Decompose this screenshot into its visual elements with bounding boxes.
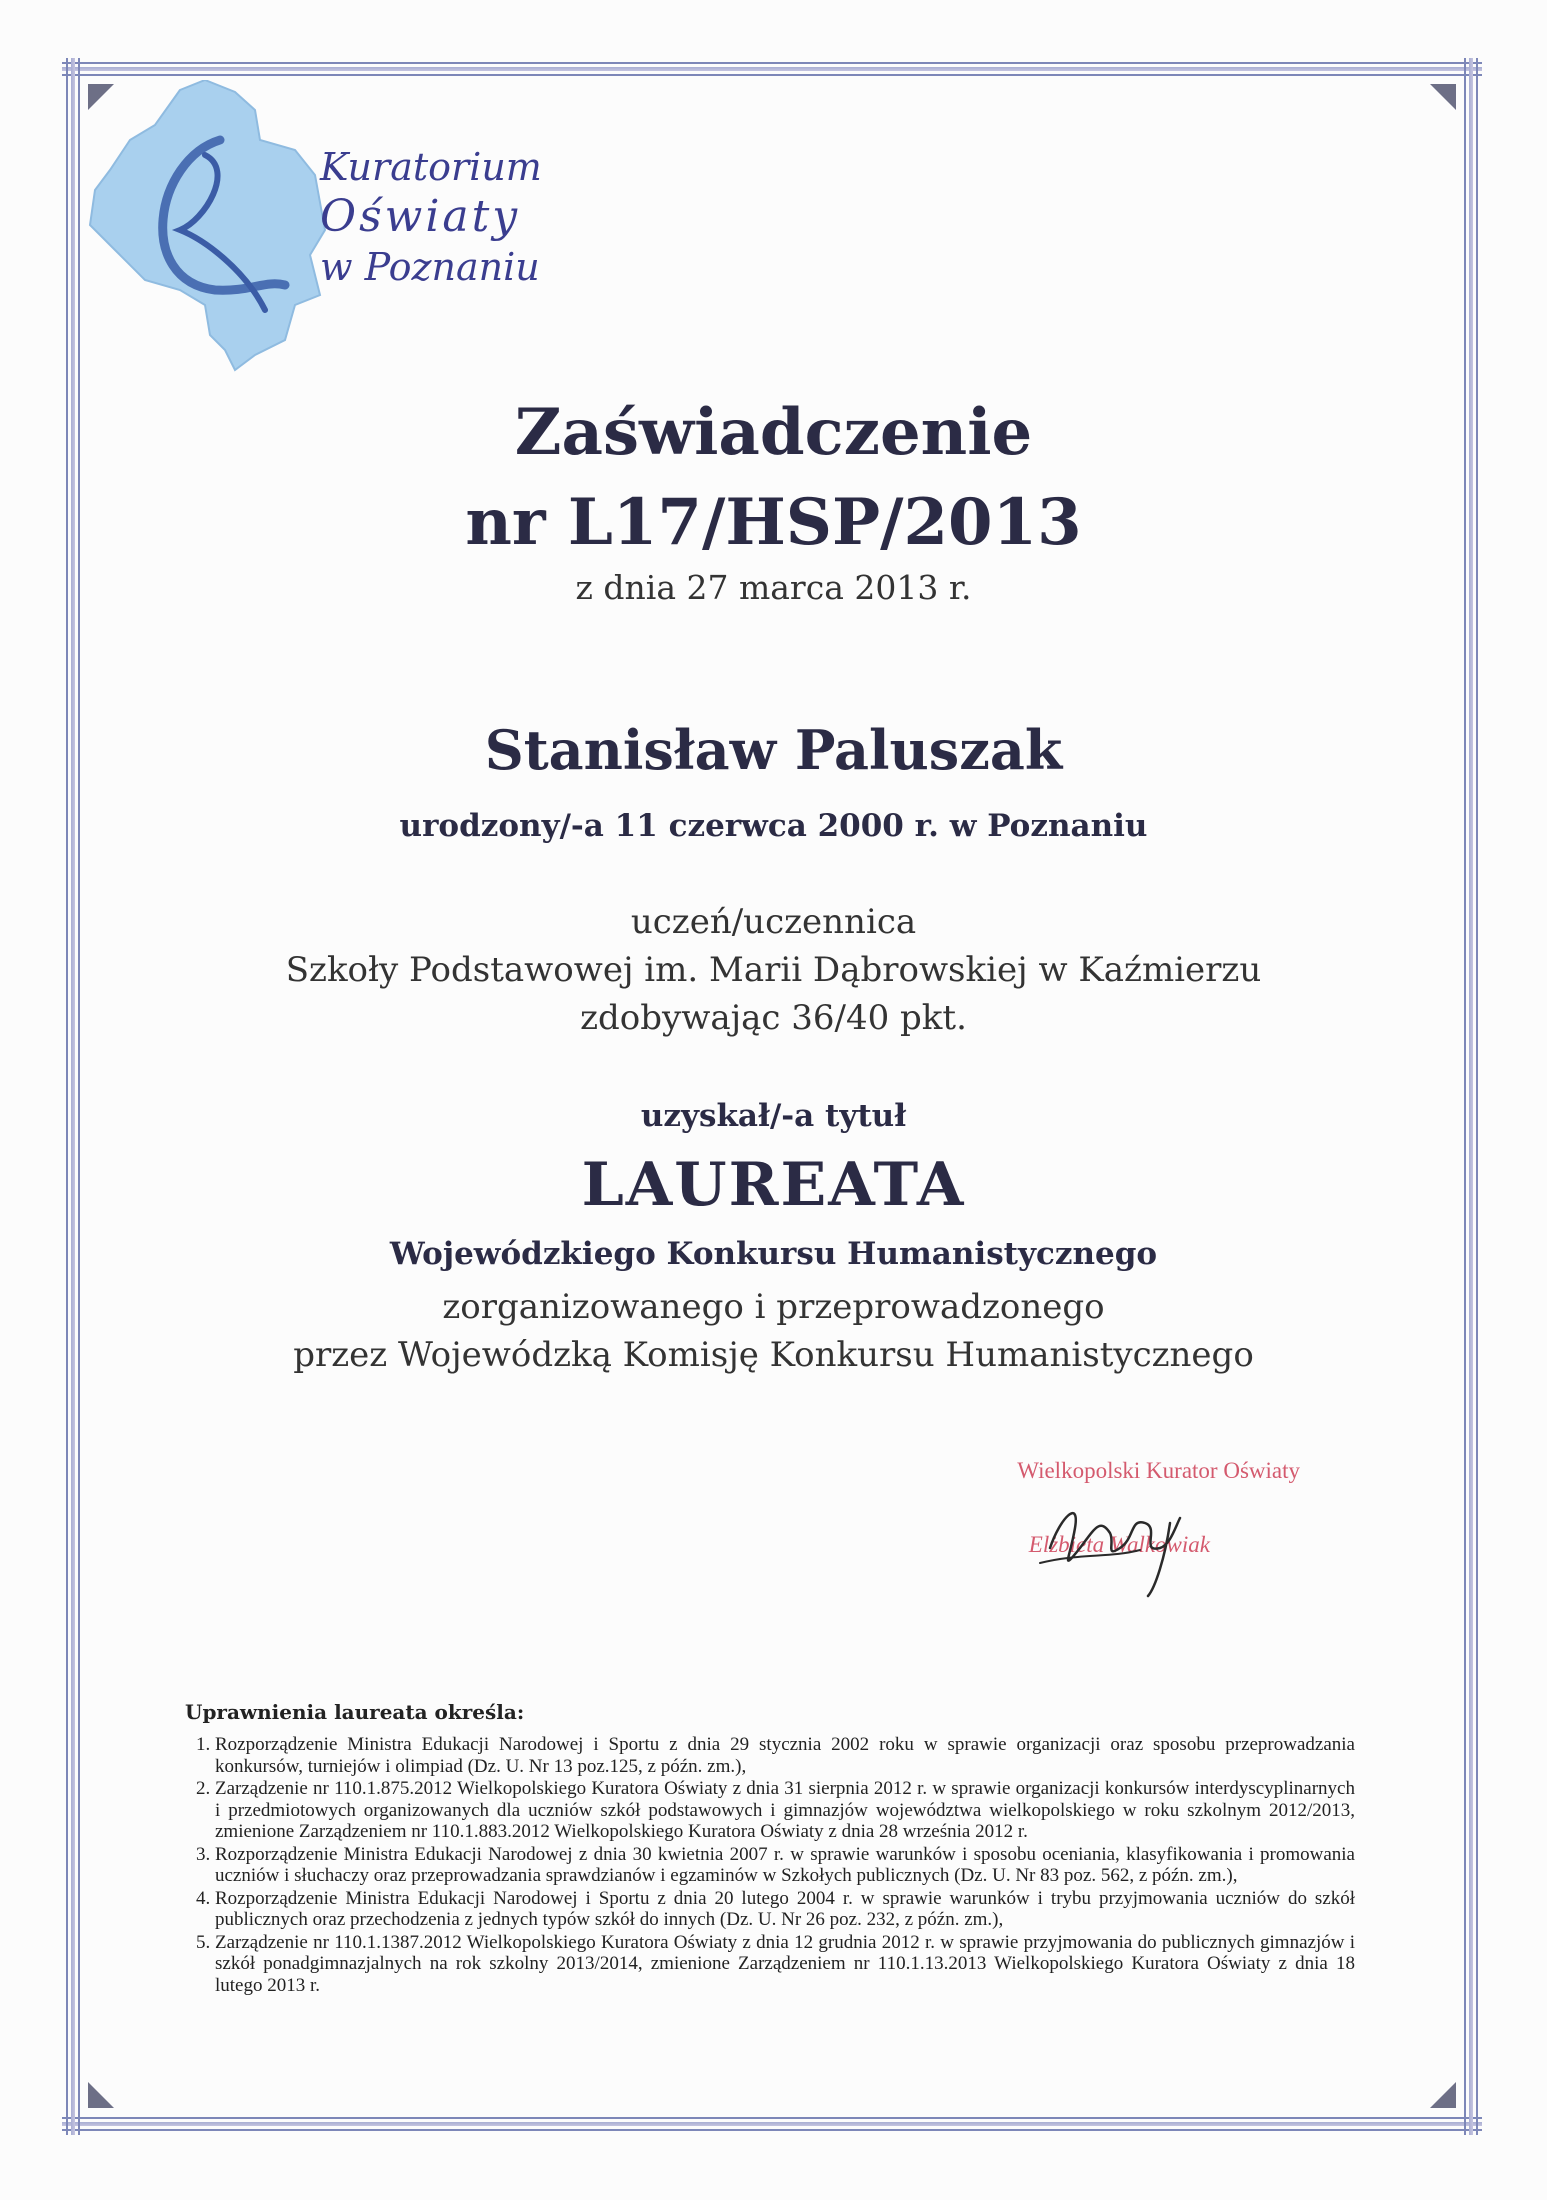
student-role: uczeń/uczennica (630, 902, 917, 942)
list-item: 1. Rozporządzenie Ministra Edukacji Narodowej i Sportu z dnia 29 stycznia 2002 roku w sprawie organizacji oraz sposobu przeprowadzania konkursów, turniejów i olimpiad (Dz. U. Nr 13 poz.125, z późn. zm.), (215, 1734, 1355, 1777)
stamp-title: Wielkopolski Kurator Oświaty (1017, 1458, 1300, 1483)
border-top (62, 58, 1482, 80)
title-line-1: Zaświadczenie (514, 395, 1033, 470)
list-item: 5. Zarządzenie nr 110.1.1387.2012 Wielkopolskiego Kuratora Oświaty z dnia 12 grudnia 2012 r. w sprawie przyjmowania do publicznych gimnazjów i szkół ponadgimnazjalnych na rok szkolny 2013/2014, zmienione Zarządzeniem nr 110.1.13.2013 Wielkopolskiego Kuratora Oświaty z dnia 18 lutego 2013 r. (215, 1932, 1355, 1997)
corner-ornament-bottom-left (88, 2082, 114, 2108)
stamp-name: Elżbieta Walkowiak (1028, 1532, 1210, 1557)
organizer-info (0, 1283, 1547, 1379)
student-info (0, 898, 1547, 1042)
laureate-rights (185, 1700, 1355, 1997)
certificate-date: z dnia 27 marca 2013 r. (575, 568, 972, 607)
organized-line-1: zorganizowanego i przeprowadzonego (442, 1287, 1105, 1327)
border-right (1460, 58, 1482, 2135)
list-item: 4. Rozporządzenie Ministra Edukacji Narodowej i Sportu z dnia 20 lutego 2004 r. w sprawie warunków i trybu przyjmowania uczniów do szkół publicznych oraz przechodzenia z jednych typów szkół do innych (Dz. U. Nr 26 poz. 232, z późn. zm.), (215, 1888, 1355, 1931)
list-item: 2. Zarządzenie nr 110.1.875.2012 Wielkopolskiego Kuratora Oświaty z dnia 31 sierpnia 2012 r. w sprawie organizacji konkursów interdyscyplinarnych i przedmiotowych organizowanych dla uczniów szkół podstawowych i gimnazjów województwa wielkopolskiego w roku szkolnym 2012/2013, zmienione Zarządzeniem nr 110.1.883.2012 Wielkopolskiego Kuratora Oświaty z dnia 28 września 2012 r. (215, 1778, 1355, 1843)
corner-ornament-bottom-right (1430, 2082, 1456, 2108)
corner-ornament-top-right (1430, 84, 1456, 110)
school-name: Szkoły Podstawowej im. Marii Dąbrowskiej w Kaźmierzu (285, 950, 1262, 990)
title-line-2: nr L17/HSP/2013 (465, 485, 1082, 560)
list-item: 3. Rozporządzenie Ministra Edukacji Narodowej z dnia 30 kwietnia 2007 r. w sprawie warunków i sposobu oceniania, klasyfikowania i promowania uczniów i słuchaczy oraz przeprowadzania sprawdzianów i egzaminów w Szkołych publicznych (Dz. U. Nr 83 poz. 562, z późn. zm.), (215, 1844, 1355, 1887)
contest-name: Wojewódzkiego Konkursu Humanistycznego (389, 1236, 1158, 1272)
border-left (62, 58, 84, 2135)
recipient-name: Stanisław Paluszak (484, 718, 1063, 782)
rights-heading: Uprawnienia laureata określa: (185, 1700, 525, 1724)
border-bottom (62, 2113, 1482, 2135)
handwritten-signature (1020, 1478, 1220, 1598)
logo-line-2: Oświaty (320, 191, 521, 242)
score: zdobywając 36/40 pkt. (580, 998, 967, 1038)
rights-list (185, 1734, 1355, 1996)
recipient-birth: urodzony/-a 11 czerwca 2000 r. w Poznaniu (399, 808, 1148, 844)
logo-line-3: w Poznaniu (320, 245, 540, 289)
organized-line-2: przez Wojewódzką Komisję Konkursu Humanistycznego (293, 1335, 1254, 1375)
laureate-title: LAUREATA (581, 1150, 966, 1220)
official-stamp (940, 1458, 1300, 1608)
logo-line-1: Kuratorium (320, 145, 542, 189)
logo-text (320, 142, 542, 292)
certificate-title (0, 388, 1547, 568)
earned-title-label: uzyskał/-a tytuł (640, 1098, 907, 1134)
